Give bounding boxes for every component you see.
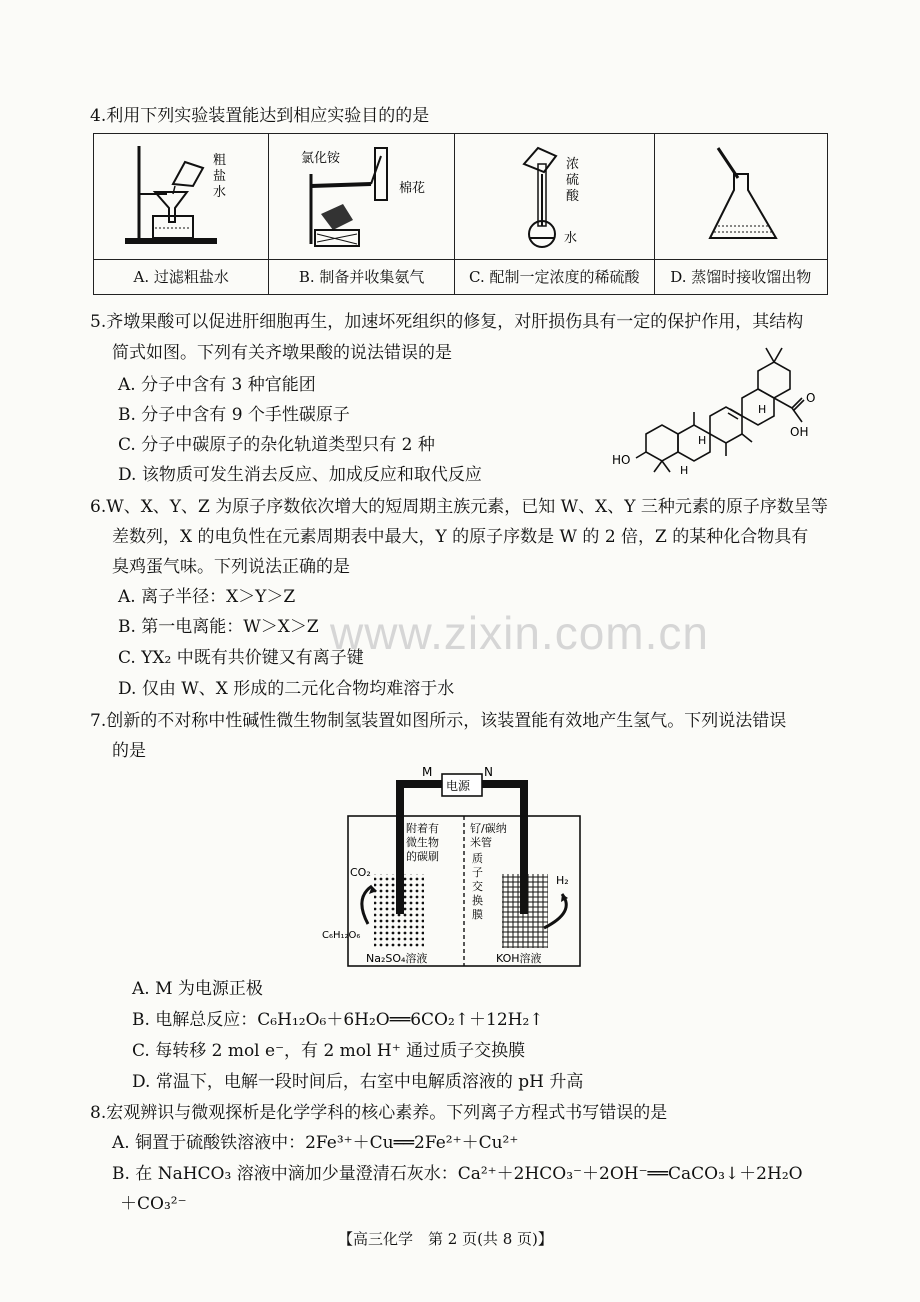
apparatus-b <box>269 134 455 260</box>
q7-option-c: C. 每转移 2 mol e⁻，有 2 mol H⁺ 通过质子交换膜 <box>132 1041 526 1061</box>
caption-d: D. 蒸馏时接收馏出物 <box>654 259 827 294</box>
membrane-2: 子 <box>472 866 483 879</box>
watermark: www.zixin.com.cn <box>330 607 709 659</box>
q5-option-d: D. 该物质可发生消去反应、加成反应和取代反应 <box>118 465 482 485</box>
oleanolic-acid-structure <box>606 334 826 484</box>
label-b-2: 棉花 <box>398 181 425 197</box>
label-c-3: 酸 <box>566 189 580 205</box>
label-c-1: 浓 <box>566 157 580 173</box>
q8-option-b: B. 在 NaHCO₃ 溶液中滴加少量澄清石灰水：Ca²⁺＋2HCO₃⁻＋2OH⁻══CaCO₃↓＋2H₂O <box>112 1164 803 1184</box>
q6-option-a: A. 离子半径：X＞Y＞Z <box>118 587 296 607</box>
q8-option-a: A. 铜置于硫酸铁溶液中：2Fe³⁺＋Cu══2Fe²⁺＋Cu²⁺ <box>112 1133 519 1153</box>
label-a-1: 粗 <box>213 153 227 169</box>
brush-3: 的碳刷 <box>406 850 439 863</box>
struct-h-1: H <box>758 403 767 416</box>
struct-h-2: H <box>698 434 707 447</box>
tube-2: 米管 <box>470 836 492 849</box>
page-footer: 【高三化学 第 2 页(共 8 页)】 <box>338 1230 553 1248</box>
q6-stem-1: 6.W、X、Y、Z 为原子序数依次增大的短周期主族元素，已知 W、X、Y 三种元素的原子序数呈等 <box>90 497 828 517</box>
right-solution: KOH溶液 <box>496 952 542 965</box>
label-c-water: 水 <box>564 231 578 247</box>
ammonia-apparatus-icon <box>271 134 453 254</box>
electrolysis-cell-diagram <box>318 762 588 968</box>
q6-option-b: B. 第一电离能：W＞X＞Z <box>118 617 319 637</box>
filtration-apparatus-icon <box>95 134 267 254</box>
q7-stem-2: 的是 <box>112 741 146 761</box>
q8-option-b-cont: ＋CO₃²⁻ <box>120 1194 187 1214</box>
q7-option-d: D. 常温下，电解一段时间后，右室中电解质溶液的 pH 升高 <box>132 1072 584 1092</box>
struct-ho: HO <box>612 453 631 467</box>
struct-o: O <box>806 391 816 405</box>
membrane-4: 换 <box>472 894 483 907</box>
q5-option-b: B. 分子中含有 9 个手性碳原子 <box>118 405 350 425</box>
q4-stem: 4.利用下列实验装置能达到相应实验目的的是 <box>90 106 430 126</box>
tube-1: 钌/碳纳 <box>470 822 507 835</box>
receiving-flask-icon <box>656 134 826 254</box>
label-a-3: 水 <box>213 185 227 201</box>
q6-option-c: C. YX₂ 中既有共价键又有离子键 <box>118 648 364 668</box>
q7-stem-1: 7.创新的不对称中性碱性微生物制氢装置如图所示，该装置能有效地产生氢气。下列说法错误 <box>90 711 787 731</box>
apparatus-d <box>654 134 827 260</box>
label-c-2: 硫 <box>566 173 580 189</box>
caption-b: B. 制备并收集氨气 <box>269 259 455 294</box>
terminal-n: N <box>484 765 493 779</box>
terminal-m: M <box>422 765 433 779</box>
volumetric-flask-icon <box>456 134 652 254</box>
membrane-1: 质 <box>472 852 483 865</box>
struct-h-3: H <box>680 464 689 477</box>
left-solution: Na₂SO₄溶液 <box>366 952 428 965</box>
q7-option-a: A. M 为电源正极 <box>132 979 263 999</box>
caption-c: C. 配制一定浓度的稀硫酸 <box>454 259 654 294</box>
membrane-3: 交 <box>472 880 483 893</box>
q5-stem-1: 5.齐墩果酸可以促进肝细胞再生，加速坏死组织的修复，对肝损伤具有一定的保护作用，其结构 <box>90 312 804 332</box>
q5-option-c: C. 分子中碳原子的杂化轨道类型只有 2 种 <box>118 435 435 455</box>
q5-stem-2: 简式如图。下列有关齐墩果酸的说法错误的是 <box>112 343 452 363</box>
q8-stem: 8.宏观辨识与微观探析是化学学科的核心素养。下列离子方程式书写错误的是 <box>90 1103 668 1123</box>
q6-stem-3: 臭鸡蛋气味。下列说法正确的是 <box>112 557 350 577</box>
brush-2: 微生物 <box>406 836 439 849</box>
h2-label: H₂ <box>556 874 569 887</box>
power-label: 电源 <box>446 779 471 793</box>
q7-option-b: B. 电解总反应：C₆H₁₂O₆＋6H₂O══6CO₂↑＋12H₂↑ <box>132 1010 544 1030</box>
q4-apparatus-table <box>93 133 828 295</box>
brush-1: 附着有 <box>406 822 439 835</box>
label-b-1: 氯化铵 <box>300 151 340 167</box>
glucose-label: C₆H₁₂O₆ <box>322 930 361 941</box>
membrane-5: 膜 <box>472 908 483 921</box>
caption-a: A. 过滤粗盐水 <box>94 259 269 294</box>
q5-option-a: A. 分子中含有 3 种官能团 <box>118 375 316 395</box>
apparatus-c <box>454 134 654 260</box>
label-a-2: 盐 <box>213 169 227 185</box>
struct-oh: OH <box>790 425 809 439</box>
apparatus-a <box>94 134 269 260</box>
q6-option-d: D. 仅由 W、X 形成的二元化合物均难溶于水 <box>118 679 455 699</box>
q6-stem-2: 差数列，X 的电负性在元素周期表中最大，Y 的原子序数是 W 的 2 倍，Z 的某种化合物具有 <box>112 527 809 547</box>
co2-label: CO₂ <box>350 866 371 879</box>
